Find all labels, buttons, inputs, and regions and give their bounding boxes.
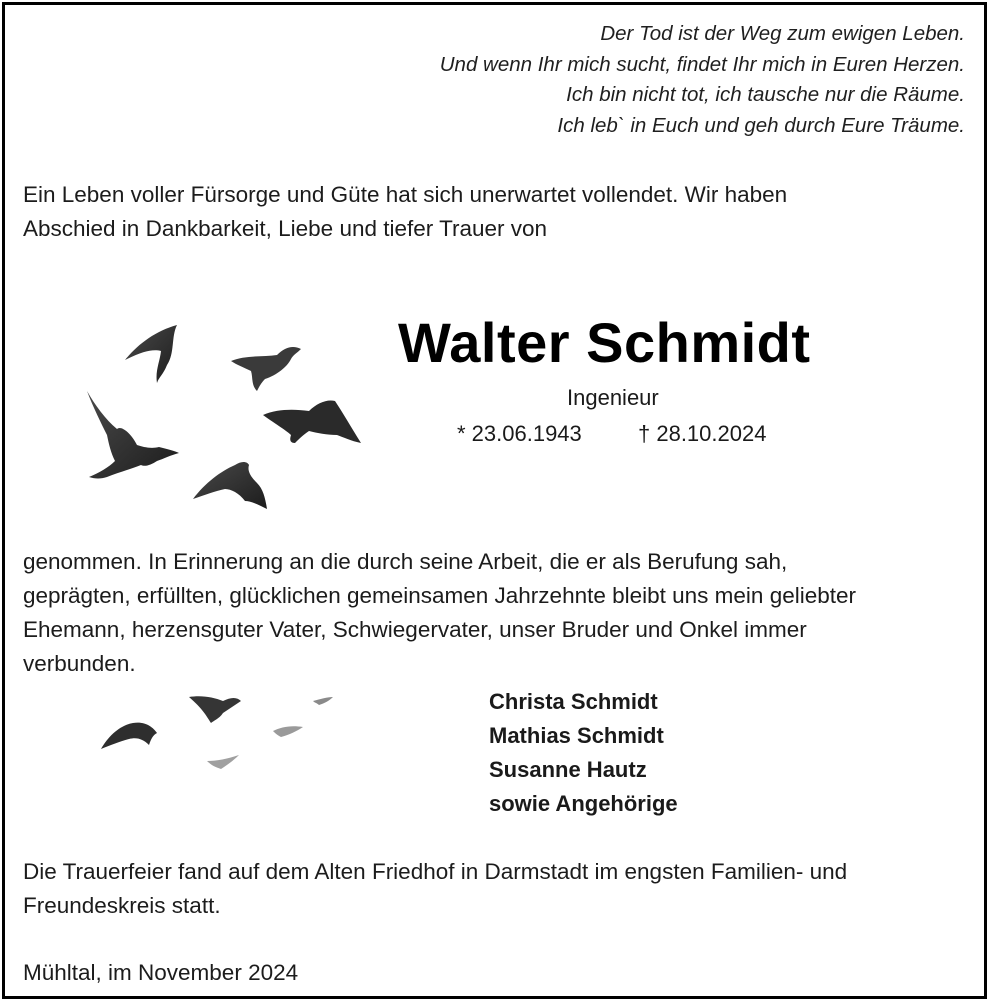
bird-icon	[193, 462, 267, 509]
poem	[440, 19, 965, 141]
profession: Ingenieur	[567, 385, 659, 410]
death-date: † 28.10.2024	[638, 421, 767, 446]
bird-icon	[207, 755, 239, 769]
main-paragraph	[23, 545, 943, 681]
bird-icon	[263, 400, 361, 443]
mourner-name: sowie Angehörige	[489, 791, 678, 816]
poem-line: Der Tod ist der Weg zum ewigen Leben.	[600, 22, 965, 45]
main-line: genommen. In Erinnerung an die durch seine Arbeit, die er als Berufung sah,	[23, 549, 788, 574]
funeral-line: Die Trauerfeier fand auf dem Alten Friedhof in Darmstadt im engsten Familien- und	[23, 859, 848, 884]
place-and-date: Mühltal, im November 2024	[23, 960, 299, 985]
poem-line: Ich leb` in Euch und geh durch Eure Träume.	[557, 113, 965, 137]
intro-line: Abschied in Dankbarkeit, Liebe und tiefer Trauer von	[23, 216, 548, 241]
bird-icon	[231, 347, 301, 391]
funeral-notice	[23, 855, 953, 923]
mourners-list	[489, 685, 678, 821]
bird-icon	[87, 391, 179, 479]
main-line: geprägten, erfüllten, glücklichen gemeinsamen Jahrzehnte bleibt uns mein geliebter	[23, 583, 857, 608]
bird-icon	[125, 325, 177, 383]
funeral-line: Freundeskreis statt.	[23, 893, 221, 918]
bird-icon	[101, 723, 157, 749]
main-line: verbunden.	[23, 651, 136, 676]
bird-icon	[273, 726, 303, 737]
intro-line: Ein Leben voller Fürsorge und Güte hat sich unerwartet vollendet. Wir haben	[23, 182, 788, 207]
obituary-notice	[2, 2, 987, 999]
main-line: Ehemann, herzensguter Vater, Schwiegervater, unser Bruder und Onkel immer	[23, 617, 807, 642]
flying-birds-illustration	[65, 305, 375, 525]
birth-date: * 23.06.1943	[457, 421, 582, 446]
poem-line: Ich bin nicht tot, ich tausche nur die Räume.	[566, 83, 965, 106]
distant-birds-illustration	[53, 673, 363, 813]
bird-icon	[189, 696, 241, 723]
deceased-name: Walter Schmidt	[398, 311, 811, 374]
poem-line: Und wenn Ihr mich sucht, findet Ihr mich in Euren Herzen.	[439, 52, 965, 76]
mourner-name: Christa Schmidt	[489, 689, 658, 714]
bird-icon	[313, 697, 333, 705]
mourner-name: Mathias Schmidt	[489, 723, 664, 748]
intro-paragraph	[23, 178, 923, 246]
mourner-name: Susanne Hautz	[489, 757, 647, 782]
